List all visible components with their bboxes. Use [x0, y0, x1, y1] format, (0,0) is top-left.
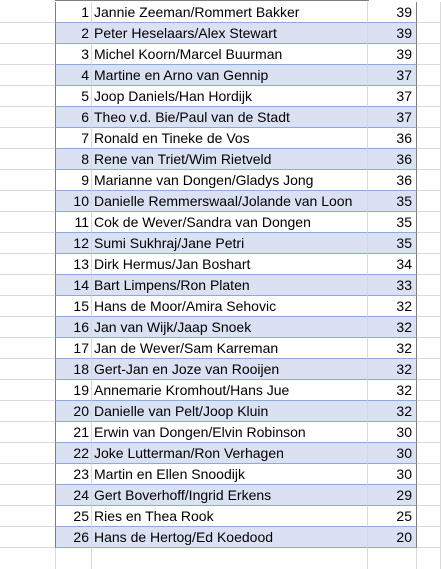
- score-cell[interactable]: 35: [368, 212, 417, 233]
- table-top-border: [55, 0, 369, 1]
- empty-cell[interactable]: [417, 86, 441, 107]
- rank-cell[interactable]: 15: [55, 296, 92, 317]
- empty-cell[interactable]: [417, 128, 441, 149]
- rank-cell[interactable]: 22: [55, 443, 92, 464]
- pair-name-cell[interactable]: Dirk Hermus/Jan Boshart: [92, 254, 368, 275]
- score-cell[interactable]: 30: [368, 422, 417, 443]
- pair-name-cell[interactable]: Danielle van Pelt/Joop Kluin: [92, 401, 368, 422]
- table-row: [0, 485, 441, 506]
- empty-cell[interactable]: [0, 128, 56, 149]
- table-row: [0, 464, 441, 485]
- table-row: [0, 65, 441, 86]
- rank-cell[interactable]: 20: [55, 401, 92, 422]
- rank-cell[interactable]: 7: [55, 128, 92, 149]
- empty-cell[interactable]: [0, 149, 56, 170]
- score-cell[interactable]: 39: [368, 2, 417, 23]
- rank-cell[interactable]: 8: [55, 149, 92, 170]
- table-row: [0, 254, 441, 275]
- pair-name-cell[interactable]: Erwin van Dongen/Elvin Robinson: [92, 422, 368, 443]
- score-cell[interactable]: 30: [368, 464, 417, 485]
- score-cell[interactable]: 33: [368, 275, 417, 296]
- pair-name-cell[interactable]: Cok de Wever/Sandra van Dongen: [92, 212, 368, 233]
- empty-cell[interactable]: [0, 44, 56, 65]
- rank-cell[interactable]: 11: [55, 212, 92, 233]
- pair-name-cell[interactable]: Jan de Wever/Sam Karreman: [92, 338, 368, 359]
- empty-cell[interactable]: [417, 23, 441, 44]
- empty-cell[interactable]: [0, 401, 56, 422]
- table-row: [0, 149, 441, 170]
- empty-cell[interactable]: [0, 317, 56, 338]
- table-row: [0, 23, 441, 44]
- pair-name-cell[interactable]: Sumi Sukhraj/Jane Petri: [92, 233, 368, 254]
- empty-cell[interactable]: [417, 65, 441, 86]
- table-row: [0, 86, 441, 107]
- pair-name-cell[interactable]: Michel Koorn/Marcel Buurman: [92, 44, 368, 65]
- rank-cell[interactable]: 6: [55, 107, 92, 128]
- empty-cell[interactable]: [0, 527, 56, 548]
- rank-cell[interactable]: 17: [55, 338, 92, 359]
- score-cell[interactable]: 37: [368, 86, 417, 107]
- empty-cell[interactable]: [417, 2, 441, 23]
- empty-cell[interactable]: [0, 86, 56, 107]
- table-row: [0, 275, 441, 296]
- pair-name-cell[interactable]: Annemarie Kromhout/Hans Jue: [92, 380, 368, 401]
- empty-cell[interactable]: [0, 296, 56, 317]
- empty-cell[interactable]: [417, 212, 441, 233]
- rank-cell[interactable]: 5: [55, 86, 92, 107]
- empty-cell[interactable]: [417, 548, 441, 569]
- empty-cell[interactable]: [417, 170, 441, 191]
- empty-cell[interactable]: [417, 191, 441, 212]
- pair-name-cell[interactable]: Rene van Triet/Wim Rietveld: [92, 149, 368, 170]
- score-cell[interactable]: 32: [368, 317, 417, 338]
- rank-cell[interactable]: 18: [55, 359, 92, 380]
- rank-cell[interactable]: 2: [55, 23, 92, 44]
- empty-cell[interactable]: [417, 380, 441, 401]
- pair-name-cell[interactable]: Martin en Ellen Snoodijk: [92, 464, 368, 485]
- score-cell[interactable]: 37: [368, 107, 417, 128]
- empty-row: [0, 548, 441, 569]
- pair-name-cell[interactable]: Joke Lutterman/Ron Verhagen: [92, 443, 368, 464]
- rank-cell[interactable]: 19: [55, 380, 92, 401]
- rank-cell[interactable]: 25: [55, 506, 92, 527]
- empty-cell[interactable]: [417, 485, 441, 506]
- pair-name-cell[interactable]: Danielle Remmerswaal/Jolande van Loon: [92, 191, 368, 212]
- pair-name-cell[interactable]: Jan van Wijk/Jaap Snoek: [92, 317, 368, 338]
- table-row: [0, 443, 441, 464]
- score-cell[interactable]: 35: [368, 191, 417, 212]
- pair-name-cell[interactable]: Theo v.d. Bie/Paul van de Stadt: [92, 107, 368, 128]
- pair-name-cell[interactable]: Peter Heselaars/Alex Stewart: [92, 23, 368, 44]
- score-cell[interactable]: 36: [368, 128, 417, 149]
- empty-cell[interactable]: [417, 149, 441, 170]
- empty-cell[interactable]: [417, 296, 441, 317]
- rank-cell[interactable]: 16: [55, 317, 92, 338]
- table-row: [0, 233, 441, 254]
- table-row: [0, 380, 441, 401]
- score-cell[interactable]: 39: [368, 44, 417, 65]
- empty-cell[interactable]: [0, 443, 56, 464]
- empty-cell[interactable]: [0, 191, 56, 212]
- empty-cell[interactable]: [0, 548, 56, 569]
- empty-cell[interactable]: [417, 44, 441, 65]
- table-row: [0, 2, 441, 23]
- empty-cell[interactable]: [417, 506, 441, 527]
- table-row: [0, 107, 441, 128]
- empty-cell[interactable]: [417, 401, 441, 422]
- score-cell[interactable]: 37: [368, 65, 417, 86]
- empty-cell[interactable]: [417, 443, 441, 464]
- empty-cell[interactable]: [417, 527, 441, 548]
- empty-cell[interactable]: [0, 485, 56, 506]
- empty-cell[interactable]: [0, 359, 56, 380]
- empty-cell[interactable]: [417, 254, 441, 275]
- empty-cell[interactable]: [417, 107, 441, 128]
- table-row: [0, 401, 441, 422]
- pair-name-cell[interactable]: Ronald en Tineke de Vos: [92, 128, 368, 149]
- pair-name-cell[interactable]: Bart Limpens/Ron Platen: [92, 275, 368, 296]
- score-cell[interactable]: 34: [368, 254, 417, 275]
- empty-cell[interactable]: [0, 254, 56, 275]
- table-row: [0, 296, 441, 317]
- empty-cell[interactable]: [0, 464, 56, 485]
- rank-cell[interactable]: 13: [55, 254, 92, 275]
- empty-cell[interactable]: [417, 338, 441, 359]
- rank-cell[interactable]: 21: [55, 422, 92, 443]
- empty-cell[interactable]: [0, 212, 56, 233]
- pair-name-cell[interactable]: Hans de Hertog/Ed Koedood: [92, 527, 368, 548]
- score-cell[interactable]: 30: [368, 443, 417, 464]
- score-cell[interactable]: 29: [368, 485, 417, 506]
- table-row: [0, 191, 441, 212]
- empty-cell[interactable]: [0, 170, 56, 191]
- score-cell[interactable]: 36: [368, 170, 417, 191]
- score-cell[interactable]: 36: [368, 149, 417, 170]
- rank-cell[interactable]: 14: [55, 275, 92, 296]
- pair-name-cell[interactable]: Joop Daniels/Han Hordijk: [92, 86, 368, 107]
- pair-name-cell[interactable]: Martine en Arno van Gennip: [92, 65, 368, 86]
- table-row: [0, 44, 441, 65]
- table-row: [0, 527, 441, 548]
- score-cell[interactable]: 32: [368, 296, 417, 317]
- empty-cell[interactable]: [417, 317, 441, 338]
- score-cell[interactable]: 20: [368, 527, 417, 548]
- table-row: [0, 359, 441, 380]
- empty-cell[interactable]: [0, 275, 56, 296]
- table-row: [0, 170, 441, 191]
- pair-name-cell[interactable]: Gert Boverhoff/Ingrid Erkens: [92, 485, 368, 506]
- empty-cell[interactable]: [0, 233, 56, 254]
- pair-name-cell[interactable]: Marianne van Dongen/Gladys Jong: [92, 170, 368, 191]
- rank-cell[interactable]: 12: [55, 233, 92, 254]
- pair-name-cell[interactable]: Gert-Jan en Joze van Rooijen: [92, 359, 368, 380]
- pair-name-cell[interactable]: Ries en Thea Rook: [92, 506, 368, 527]
- empty-cell[interactable]: [417, 359, 441, 380]
- pair-name-cell[interactable]: Jannie Zeeman/Rommert Bakker: [92, 2, 368, 23]
- rank-cell[interactable]: 1: [55, 2, 92, 23]
- rank-cell[interactable]: 4: [55, 65, 92, 86]
- table-row: [0, 422, 441, 443]
- empty-cell[interactable]: [0, 506, 56, 527]
- score-cell[interactable]: 32: [368, 401, 417, 422]
- empty-cell[interactable]: [0, 338, 56, 359]
- rank-cell[interactable]: 9: [55, 170, 92, 191]
- empty-cell[interactable]: [92, 548, 368, 569]
- table-row: [0, 506, 441, 527]
- rank-cell[interactable]: 26: [55, 527, 92, 548]
- score-cell[interactable]: 35: [368, 233, 417, 254]
- empty-cell[interactable]: [0, 422, 56, 443]
- empty-cell[interactable]: [368, 548, 417, 569]
- empty-cell[interactable]: [0, 107, 56, 128]
- empty-cell[interactable]: [0, 380, 56, 401]
- score-cell[interactable]: 32: [368, 380, 417, 401]
- score-cell[interactable]: 32: [368, 338, 417, 359]
- empty-cell[interactable]: [0, 23, 56, 44]
- empty-cell[interactable]: [0, 65, 56, 86]
- empty-cell[interactable]: [56, 548, 92, 569]
- rank-cell[interactable]: 10: [55, 191, 92, 212]
- score-cell[interactable]: 39: [368, 23, 417, 44]
- score-cell[interactable]: 32: [368, 359, 417, 380]
- score-cell[interactable]: 25: [368, 506, 417, 527]
- empty-cell[interactable]: [417, 464, 441, 485]
- rank-cell[interactable]: 23: [55, 464, 92, 485]
- table-row: [0, 338, 441, 359]
- empty-cell[interactable]: [417, 233, 441, 254]
- rank-cell[interactable]: 24: [55, 485, 92, 506]
- empty-cell[interactable]: [417, 422, 441, 443]
- table-row: [0, 128, 441, 149]
- pair-name-cell[interactable]: Hans de Moor/Amira Sehovic: [92, 296, 368, 317]
- rank-cell[interactable]: 3: [55, 44, 92, 65]
- table-row: [0, 212, 441, 233]
- empty-cell[interactable]: [0, 2, 56, 23]
- empty-cell[interactable]: [417, 275, 441, 296]
- table-row: [0, 317, 441, 338]
